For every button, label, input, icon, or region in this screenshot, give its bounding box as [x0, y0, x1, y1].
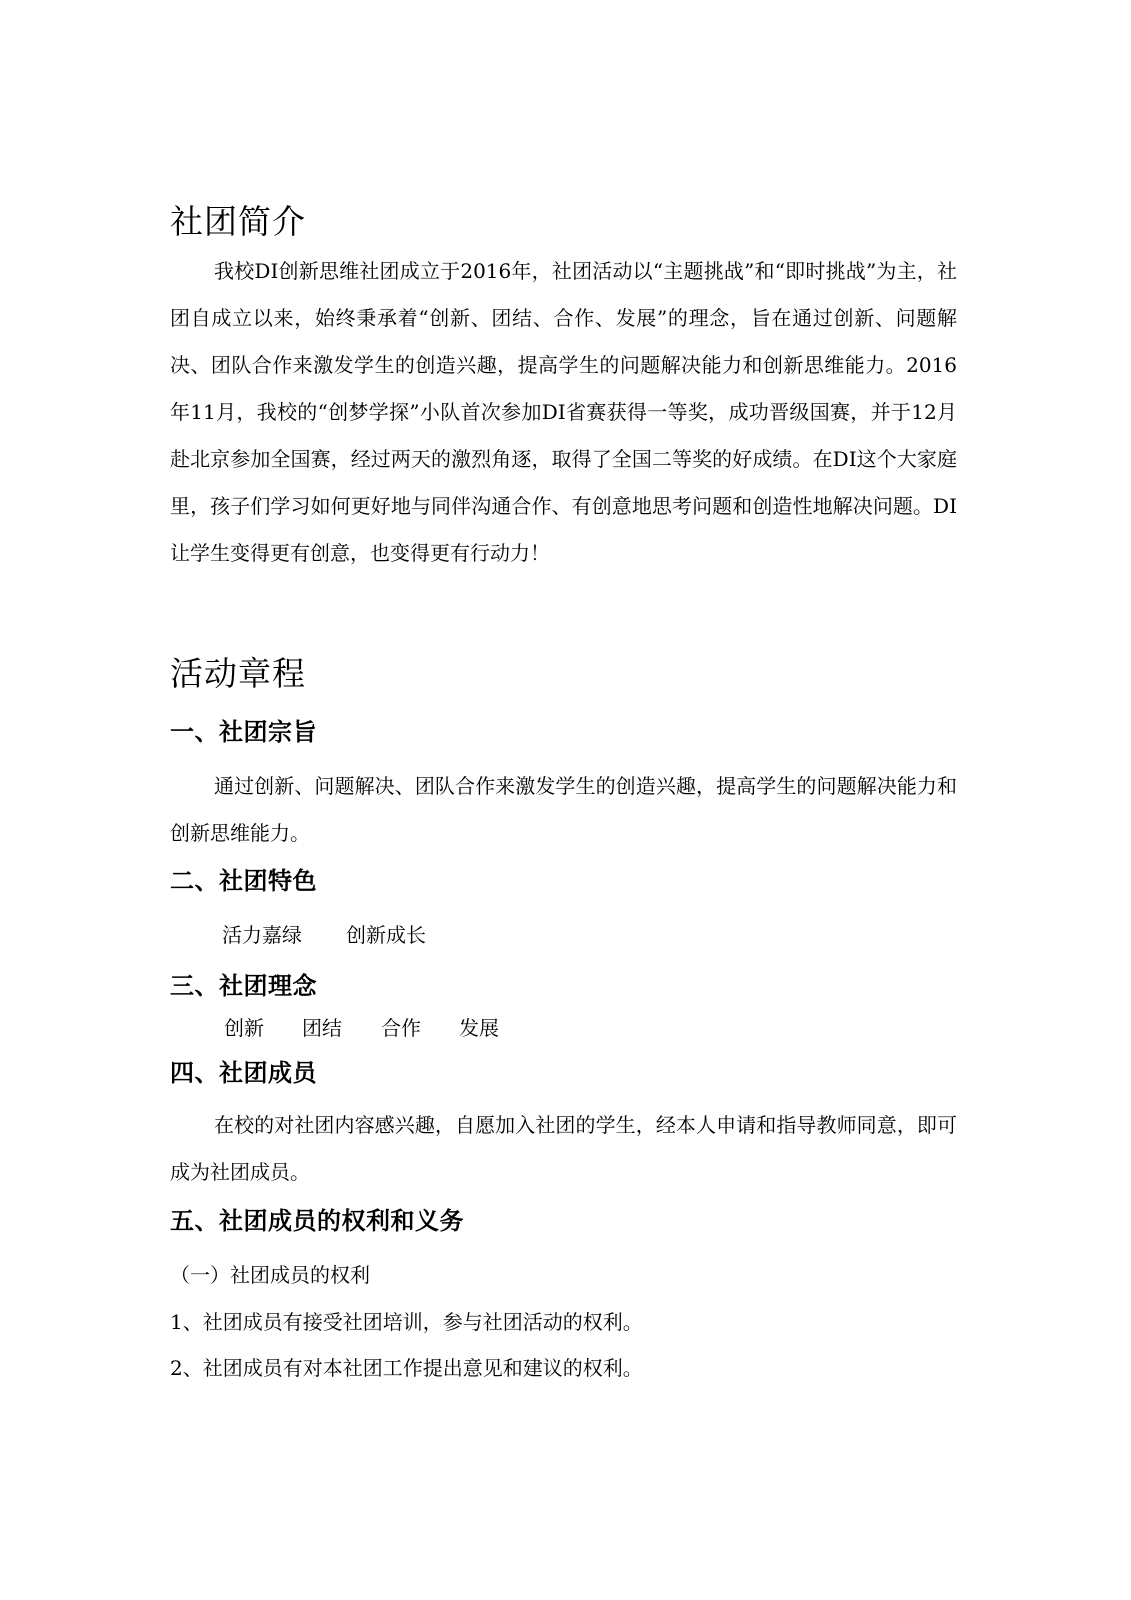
purpose-paragraph: 通过创新、问题解决、团队合作来激发学生的创造兴趣，提高学生的问题解决能力和创新思维能力。 [170, 774, 957, 845]
section-title-philosophy: 三、社团理念 [170, 972, 317, 1000]
philosophy-item: 发展 [459, 1016, 499, 1040]
intro-heading: 社团简介 [170, 202, 306, 241]
charter-heading: 活动章程 [170, 654, 306, 693]
feature-item: 活力嘉绿 [222, 923, 302, 947]
rights-item: 1、社团成员有接受社团培训，参与社团活动的权利。 [170, 1310, 643, 1334]
philosophy-item: 创新 [224, 1016, 264, 1040]
philosophy-item: 团结 [302, 1016, 342, 1040]
subsection-title-rights: （一）社团成员的权利 [170, 1263, 370, 1287]
members-paragraph: 在校的对社团内容感兴趣，自愿加入社团的学生，经本人申请和指导教师同意，即可成为社团成员。 [170, 1113, 957, 1184]
feature-item: 创新成长 [346, 923, 426, 947]
section-title-purpose: 一、社团宗旨 [170, 718, 317, 746]
rights-item: 2、社团成员有对本社团工作提出意见和建议的权利。 [170, 1356, 643, 1380]
intro-paragraph: 我校DI创新思维社团成立于2016年，社团活动以“主题挑战”和“即时挑战”为主，社团自成立以来，始终秉承着“创新、团结、合作、发展”的理念，旨在通过创新、问题解决、团队合作来激发学生的创造兴趣，提高学生的问题解决能力和创新思维能力。2016年11月，我校的“创梦学探”小队首次参加DI省赛获得一等奖，成功晋级国赛，并于12月赴北京参加全国赛，经过两天的激烈角逐，取得了全国二等奖的好成绩。在DI这个大家庭里，孩子们学习如何更好地与同伴沟通合作、有创意地思考问题和创造性地解决问题。DI让学生变得更有创意，也变得更有行动力！ [170, 259, 957, 565]
section-title-members: 四、社团成员 [170, 1059, 317, 1087]
philosophy-item: 合作 [381, 1016, 421, 1040]
section-title-features: 二、社团特色 [170, 867, 317, 895]
section-title-rights-duties: 五、社团成员的权利和义务 [170, 1207, 464, 1235]
